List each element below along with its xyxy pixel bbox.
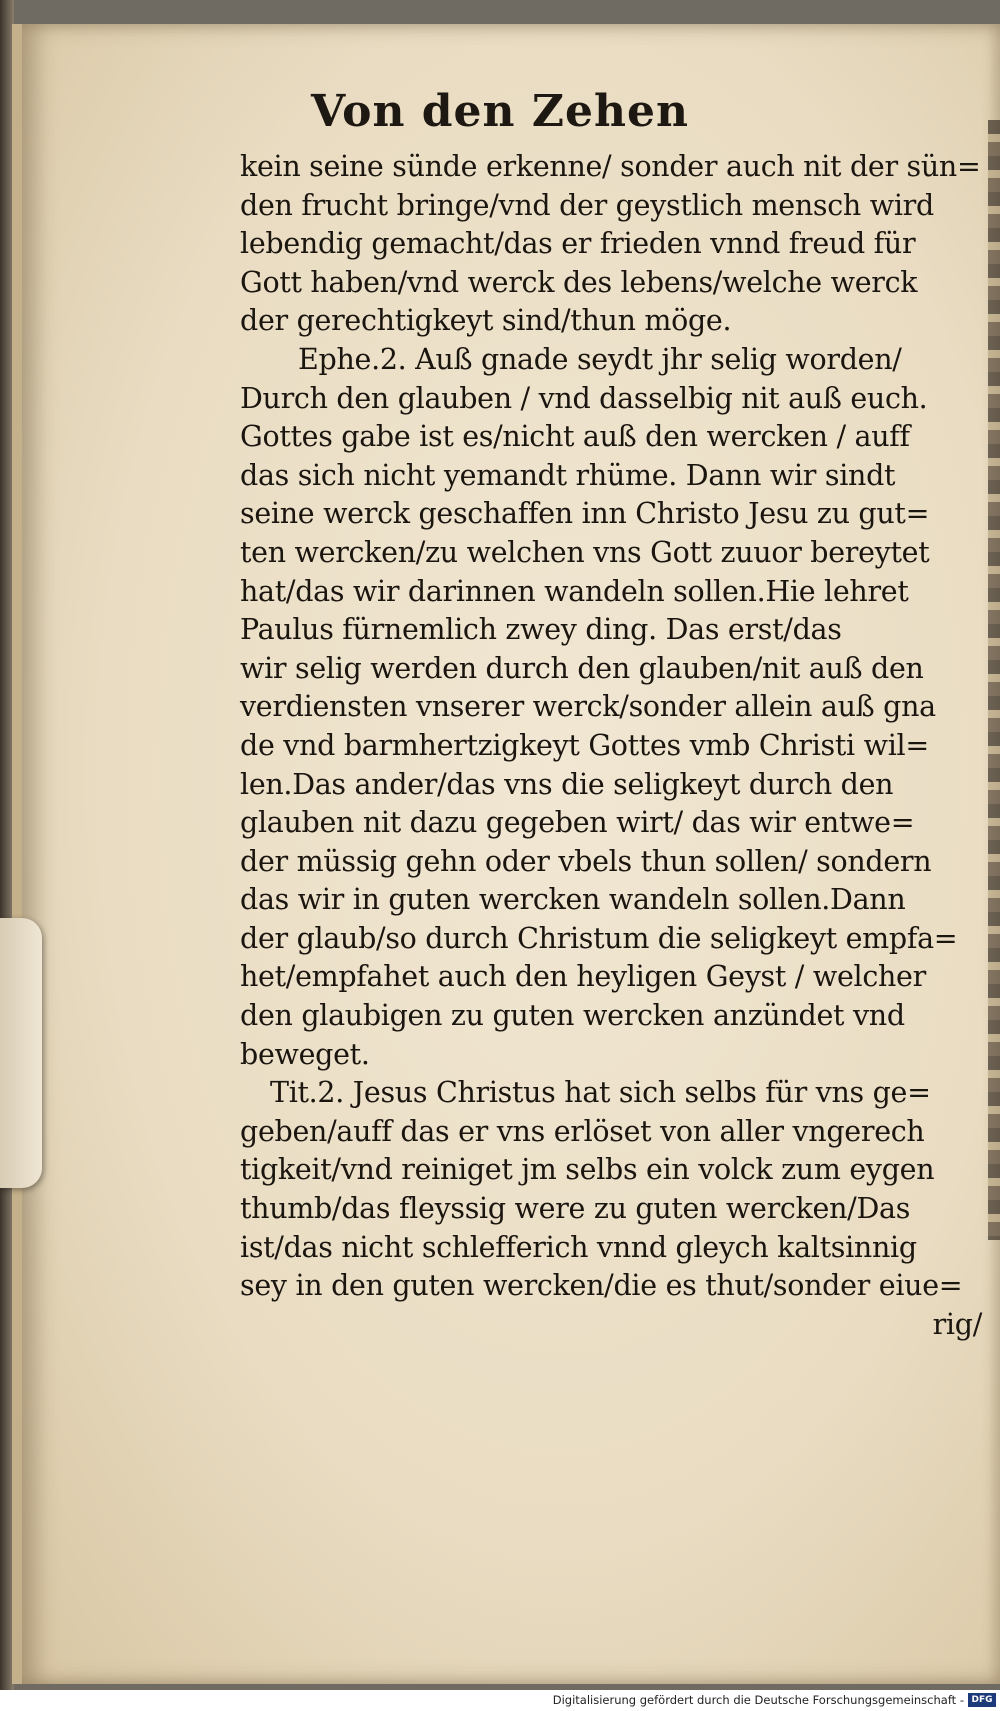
text-line: sey in den guten wercken/die es thut/sonder eiue= <box>240 1269 963 1303</box>
footer-credit: Digitalisierung gefördert durch die Deutsche Forschungsgemeinschaft - <box>552 1693 964 1707</box>
text-line: Gott haben/vnd werck des lebens/welche werck <box>240 265 918 299</box>
text-line: ten wercken/zu welchen vns Gott zuuor bereytet <box>240 535 930 569</box>
catchword: rig/ <box>932 1307 982 1341</box>
dfg-logo-icon: DFG <box>968 1693 996 1707</box>
page-body-text <box>240 148 992 1344</box>
text-line: len.Das ander/das vns die seligkeyt durch den <box>240 767 894 801</box>
text-line: kein seine sünde erkenne/ sonder auch nit der sün= <box>240 150 981 183</box>
text-line: geben/auff das er vns erlöset von aller vngerech <box>240 1114 925 1148</box>
text-line: das sich nicht yemandt rhüme. Dann wir sindt <box>240 458 896 492</box>
running-head: Von den Zehen <box>311 86 689 137</box>
text-line: ist/das nicht schlefferich vnnd gleych kaltsinnig <box>240 1230 917 1264</box>
text-line: seine werck geschaffen inn Christo Jesu zu gut= <box>240 497 930 531</box>
text-line: wir selig werden durch den glauben/nit auß den <box>240 651 924 685</box>
text-line: Ephe.2. Auß gnade seydt jhr selig worden/ <box>298 342 902 376</box>
text-line: thumb/das fleyssig were zu guten wercken/Das <box>240 1192 911 1226</box>
text-line: hat/das wir darinnen wandeln sollen.Hie lehret <box>240 574 909 608</box>
text-line: Gottes gabe ist es/nicht auß den wercken / auff <box>240 420 910 454</box>
text-line: den frucht bringe/vnd der geystlich mensch wird <box>240 188 934 222</box>
bookmark-tab <box>0 918 42 1188</box>
text-line: tigkeit/vnd reiniget jm selbs ein volck zum eygen <box>240 1153 935 1187</box>
text-line: Tit.2. Jesus Christus hat sich selbs für vns ge= <box>270 1076 931 1110</box>
text-line: Durch den glauben / vnd dasselbig nit auß euch. <box>240 381 928 415</box>
text-line: der müssig gehn oder vbels thun sollen/ sondern <box>240 844 932 878</box>
text-line: glauben nit dazu gegeben wirt/ das wir entwe= <box>240 806 915 840</box>
text-line: den glaubigen zu guten wercken anzündet vnd <box>240 999 905 1033</box>
text-line: lebendig gemacht/das er frieden vnnd freud für <box>240 227 916 261</box>
text-line: der glaub/so durch Christum die seligkeyt empfa= <box>240 921 958 955</box>
text-line: verdiensten vnserer werck/sonder allein auß gna <box>240 690 936 724</box>
digitization-footer <box>0 1690 1000 1711</box>
text-line: beweget. <box>240 1037 370 1071</box>
text-line: der gerechtigkeyt sind/thun möge. <box>240 304 732 338</box>
text-line: das wir in guten wercken wandeln sollen.Dann <box>240 883 906 917</box>
text-line: de vnd barmhertzigkeyt Gottes vmb Christi wil= <box>240 728 929 762</box>
text-line: het/empfahet auch den heyligen Geyst / welcher <box>240 960 926 994</box>
text-line: Paulus fürnemlich zwey ding. Das erst/das <box>240 613 842 647</box>
